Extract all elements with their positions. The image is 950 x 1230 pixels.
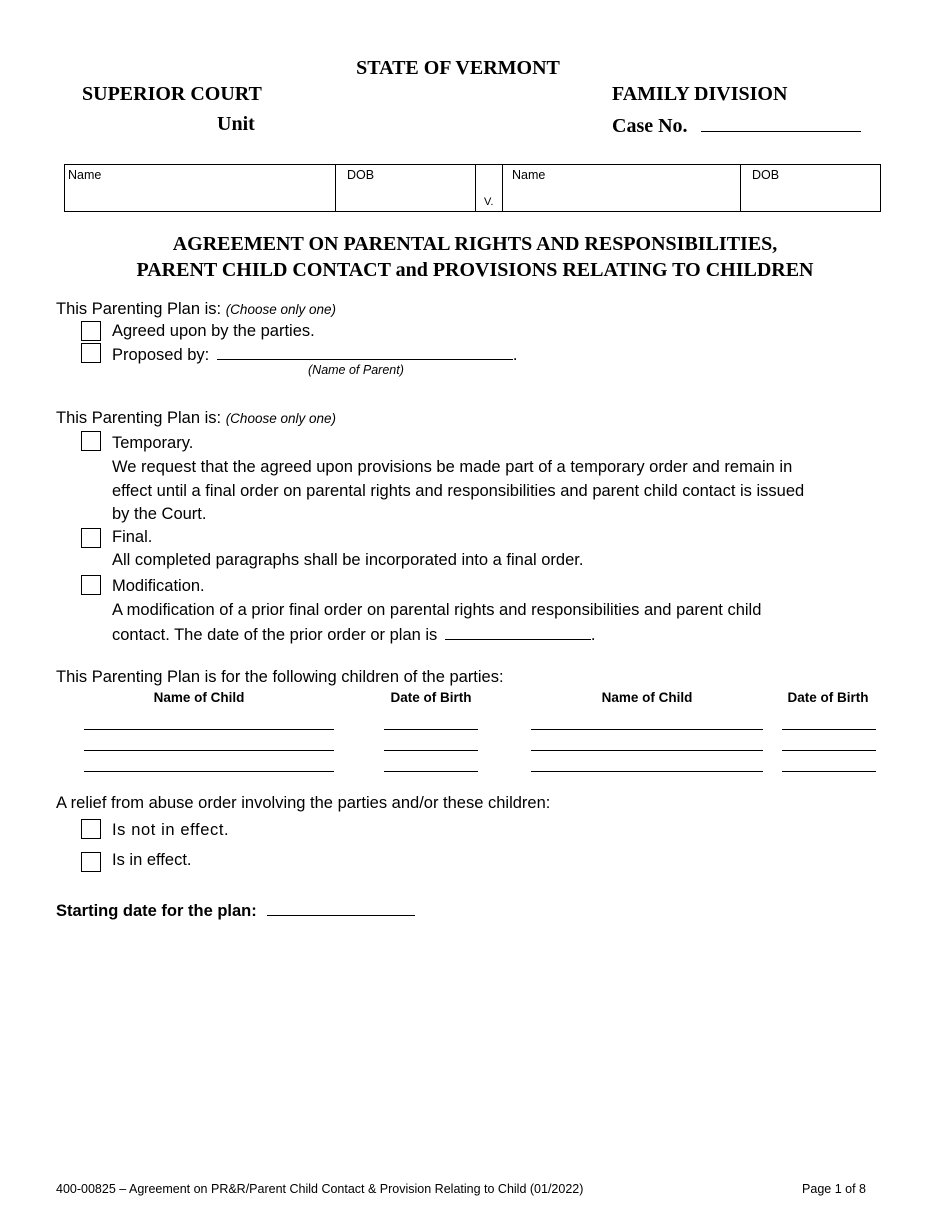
plan-type-prompt-text: This Parenting Plan is:: [56, 409, 222, 427]
plan-basis-prompt-text: This Parenting Plan is:: [56, 300, 222, 318]
party-2-dob-label: DOB: [752, 168, 780, 182]
court-heading: SUPERIOR COURT: [82, 83, 262, 105]
page-number: Page 1 of 8: [802, 1182, 866, 1196]
col-header-name-of-child-1: Name of Child: [153, 690, 245, 705]
party-1-dob-field[interactable]: [339, 190, 472, 208]
temporary-description: [112, 456, 892, 527]
modification-label: Modification.: [112, 577, 205, 595]
child-6-dob-field[interactable]: [782, 771, 876, 772]
modification-desc-line-1: A modification of a prior final order on parental rights and responsibilities and parent child: [112, 601, 762, 619]
party-2-name-field[interactable]: [506, 190, 737, 208]
child-2-dob-field[interactable]: [384, 750, 478, 751]
final-checkbox[interactable]: [81, 528, 101, 548]
col-header-date-of-birth-2: Date of Birth: [787, 690, 869, 705]
temporary-desc-line-1: We request that the agreed upon provisions be made part of a temporary order and remain in: [112, 458, 793, 476]
start-date-label: Starting date for the plan:: [56, 902, 257, 920]
proposed-checkbox[interactable]: [81, 343, 101, 363]
children-prompt: This Parenting Plan is for the following children of the parties:: [56, 668, 504, 686]
plan-basis-hint: (Choose only one): [225, 302, 337, 317]
plan-type-prompt: [56, 409, 336, 428]
child-3-dob-field[interactable]: [384, 771, 478, 772]
plan-basis-prompt: [56, 300, 336, 319]
party-1-name-field[interactable]: [68, 190, 332, 208]
plan-type-hint: (Choose only one): [225, 411, 337, 426]
child-5-name-field[interactable]: [531, 750, 763, 751]
start-date-row: [56, 899, 415, 921]
agreed-checkbox[interactable]: [81, 321, 101, 341]
party-1-dob-cell[interactable]: [336, 165, 476, 211]
case-number-row: [612, 113, 861, 138]
division-heading: FAMILY DIVISION: [612, 83, 788, 105]
child-6-name-field[interactable]: [531, 771, 763, 772]
abuse-order-prompt: A relief from abuse order involving the parties and/or these children:: [56, 794, 551, 812]
party-1-name-cell[interactable]: [65, 165, 336, 211]
party-table: [64, 164, 881, 212]
child-4-dob-field[interactable]: [782, 729, 876, 730]
case-number-field[interactable]: [701, 113, 861, 132]
child-1-dob-field[interactable]: [384, 729, 478, 730]
temporary-desc-line-3: by the Court.: [112, 505, 207, 523]
modification-checkbox[interactable]: [81, 575, 101, 595]
final-label: Final.: [112, 528, 153, 546]
child-4-name-field[interactable]: [531, 729, 763, 730]
child-1-name-field[interactable]: [84, 729, 334, 730]
in-effect-checkbox[interactable]: [81, 852, 101, 872]
temporary-desc-line-2: effect until a final order on parental rights and responsibilities and parent child contact is issued: [112, 481, 805, 500]
unit-label: Unit: [217, 113, 255, 135]
temporary-checkbox[interactable]: [81, 431, 101, 451]
party-1-dob-label: DOB: [347, 168, 375, 182]
prior-order-date-field[interactable]: [445, 623, 591, 640]
party-2-dob-field[interactable]: [744, 190, 877, 208]
child-3-name-field[interactable]: [84, 771, 334, 772]
party-1-name-label: Name: [68, 168, 102, 182]
party-2-name-cell[interactable]: [503, 165, 741, 211]
party-2-name-label: Name: [512, 168, 546, 182]
proposed-row: Proposed by: .: [112, 343, 517, 365]
case-number-label: Case No.: [612, 115, 688, 137]
document-title-line-2: PARENT CHILD CONTACT and PROVISIONS RELATING TO CHILDREN: [136, 259, 814, 281]
party-2-dob-cell[interactable]: [741, 165, 880, 211]
proposed-label: Proposed by:: [112, 346, 210, 364]
agreed-label: Agreed upon by the parties.: [112, 322, 315, 340]
in-effect-label: Is in effect.: [112, 851, 192, 869]
proposed-by-field[interactable]: [217, 343, 513, 360]
versus-cell: [476, 165, 503, 211]
col-header-date-of-birth-1: Date of Birth: [390, 690, 472, 705]
versus-label: V.: [484, 196, 494, 208]
start-date-field[interactable]: [267, 899, 415, 916]
final-description: All completed paragraphs shall be incorporated into a final order.: [112, 551, 584, 569]
modification-desc-line-2: contact. The date of the prior order or plan is: [112, 625, 438, 644]
not-in-effect-checkbox[interactable]: [81, 819, 101, 839]
document-title-line-1: AGREEMENT ON PARENTAL RIGHTS AND RESPONSIBILITIES,: [172, 233, 778, 255]
form-id-footer: 400-00825 – Agreement on PR&R/Parent Child Contact & Provision Relating to Child (01/2022): [56, 1182, 584, 1196]
child-2-name-field[interactable]: [84, 750, 334, 751]
name-of-parent-caption: (Name of Parent): [308, 363, 404, 377]
not-in-effect-label: Is not in effect.: [112, 821, 230, 839]
col-header-name-of-child-2: Name of Child: [601, 690, 693, 705]
temporary-label: Temporary.: [112, 434, 194, 452]
child-5-dob-field[interactable]: [782, 750, 876, 751]
modification-desc-line-2-row: contact. The date of the prior order or plan is .: [112, 623, 892, 648]
state-heading: STATE OF VERMONT: [356, 57, 560, 79]
modification-description: [112, 599, 892, 647]
